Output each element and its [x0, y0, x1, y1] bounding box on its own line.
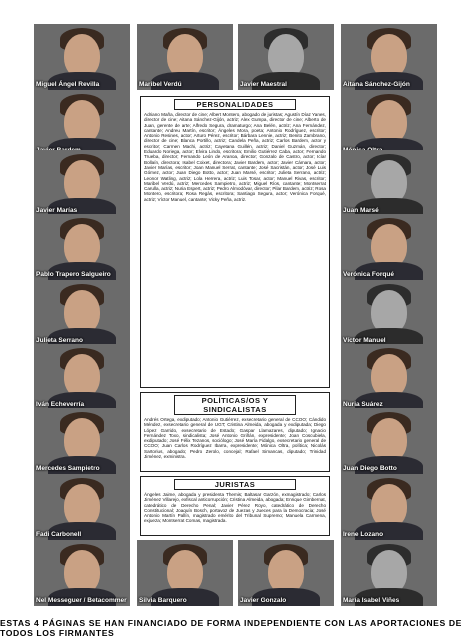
portrait-photo — [137, 24, 233, 90]
portrait-photo — [238, 24, 334, 90]
portrait-photo — [34, 540, 130, 606]
portrait-photo — [341, 474, 437, 540]
portrait-photo — [34, 90, 130, 156]
portrait-caption: Juan Diego Botto — [343, 465, 397, 472]
section-title: POLÍTICAS/OS Y SINDICALISTAS — [174, 395, 296, 415]
portrait-caption: Fadi Carbonell — [36, 531, 82, 538]
portrait-caption: Verónica Forqué — [343, 271, 394, 278]
portrait-caption: Aitana Sánchez-Gijón — [343, 81, 410, 88]
portrait-caption: María Isabel Viñes — [343, 597, 400, 604]
portrait-photo — [341, 540, 437, 606]
portrait-caption: Iván Echeverría — [36, 401, 85, 408]
portrait-photo — [34, 474, 130, 540]
portrait-caption: Mercedes Sampietro — [36, 465, 100, 472]
portrait-photo — [137, 540, 233, 606]
portrait-caption: Nel Messeguer / Betacommer — [36, 597, 127, 604]
funding-banner: ESTAS 4 PÁGINAS SE HAN FINANCIADO DE FORMA INDEPENDIENTE CON LAS APORTACIONES DE TODOS LOS FIRMANTES — [0, 618, 462, 638]
signatories-list: Andrés Ortega, exdiputado; Antonio Gutiérrez, exsecretario general de CCOO; Cándido Méndez, exsecretario general de UGT; Cristina Almeida, abogada y exdiputada; Diego López Garrido, exsecretario de Estado; Gaspar Llamazares, diputado; Ignacio Fernández Toxo, sindicalista; José Antonio Griñán, expresidente; Joan Coscubiela, exdiputado; José Félix Tezanos, sociólogo; José María Fidalgo, exsecretario general de CCOO; Juan Carlos Rodríguez Ibarra, expresidente; Mónica Oltra, política; Nicolás Sartorius, abogado; Pedro Zerolo, concejal; Rafael Simancas, diputado; Trinidad Jiménez, exministra. — [144, 417, 326, 460]
portrait-caption: Maribel Verdú — [139, 81, 182, 88]
juristas-panel — [140, 476, 330, 536]
portrait-photo — [341, 90, 437, 156]
portrait-caption: Pablo Trapero Salgueiro — [36, 271, 111, 278]
portrait-photo — [34, 24, 130, 90]
portrait-photo — [341, 24, 437, 90]
portrait-caption: Javier Maestral — [240, 81, 287, 88]
signatories-list: Adriano Maña, director de cine; Albert Montero, abogado de juristas; Agustín Díaz Yanes, director de cine; Aitana Sánchez-Gijón, actriz; Alex Gumpa, director de cine; Alberto de Juan, gerente de arte; Alfredo Segura, dramaturgo; Ana Belén, actriz; Ana Fernández, cantante; Andreu Martín, escritor; Ángeles Mora, poeta; Antonio Rodríguez, escritor; Antonio Resines, actor; Arturo Pérez, escritor; Bárbara Lennie, actriz; Benito Zambrano, director de cine; Blanca Portillo, actriz; Candela Peña, actriz; Carlos Bardem, actor y escritor; Carmen Machi, actriz; Cayetana Guillén, actriz; Daniel Guzmán, director; Eduardo Noriega, actor; Elvira Lindo, escritora; Emilio Gutiérrez Caba, actor; Fernando Trueba, director; Fernando León de Aranoa, director; Gonzalo de Castro, actor; Icíar Bollaín, directora; Isabel Coixet, directora; Javier Bardem, actor; Javier Cámara, actor; Javier Marías, escritor; Joan Manuel Serrat, cantante; José Sacristán, actor; José Luis Gómez, actor; Juan Diego Botto, actor; Juan Marsé, escritor; Julieta Serrano, actriz; Leonor Watling, actriz; Lola Herrera, actriz; Luis Tosar, actor; Manuel Rivas, escritor; Maribel Verdú, actriz; Mercedes Sampietro, actriz; Miguel Ríos, cantante; Montserrat Carulla, actriz; Nuria Espert, actriz; Pedro Almodóvar, director; Pilar Bardem, actriz; Rosa Montero, escritora; Rosa Regàs, escritora; Santiago Segura, actor; Verónica Forqué, actriz; Víctor Manuel, cantante; Vicky Peña, actriz. — [144, 112, 326, 202]
section-title: JURISTAS — [174, 479, 296, 490]
portrait-caption: Miguel Ángel Revilla — [36, 81, 100, 88]
portrait-photo — [34, 214, 130, 280]
personalidades-panel — [140, 96, 330, 388]
politicas-panel — [140, 392, 330, 472]
portrait-photo — [34, 280, 130, 346]
portrait-photo — [34, 344, 130, 410]
section-title: PERSONALIDADES — [174, 99, 296, 110]
portrait-caption: Julieta Serrano — [36, 337, 83, 344]
portrait-caption: Nuria Suárez — [343, 401, 383, 408]
portrait-caption: Javier Gonzalo — [240, 597, 287, 604]
portrait-caption: Javier Marías — [36, 207, 78, 214]
portrait-photo — [34, 408, 130, 474]
portrait-photo — [341, 214, 437, 280]
portrait-caption: Silvia Barquero — [139, 597, 187, 604]
portrait-photo — [341, 150, 437, 216]
portrait-photo — [341, 280, 437, 346]
signatories-list: Ángeles Jaime, abogada y presidenta Themis; Baltasar Garzón, exmagistrado; Carlos Jiménez Villarejo, exfiscal anticorrupción; Cristina Almeida, abogada; Enrique Gimbernat, catedrático de Derecho Penal; Javier Pérez Royo, catedrático de Derecho Constitucional; Joaquín Bosch, portavoz de Juezas y Jueces para la Democracia; José Antonio Martín Pallín, magistrado emérito del Tribunal Supremo; Manuela Carmena, exjueza; Montserrat Comas, magistrada. — [144, 492, 326, 524]
portrait-photo — [34, 150, 130, 216]
portrait-photo — [341, 408, 437, 474]
portrait-caption: Juan Marsé — [343, 207, 379, 214]
portrait-caption: Víctor Manuel — [343, 337, 386, 344]
portrait-caption: Irene Lozano — [343, 531, 384, 538]
portrait-photo — [238, 540, 334, 606]
portrait-photo — [341, 344, 437, 410]
